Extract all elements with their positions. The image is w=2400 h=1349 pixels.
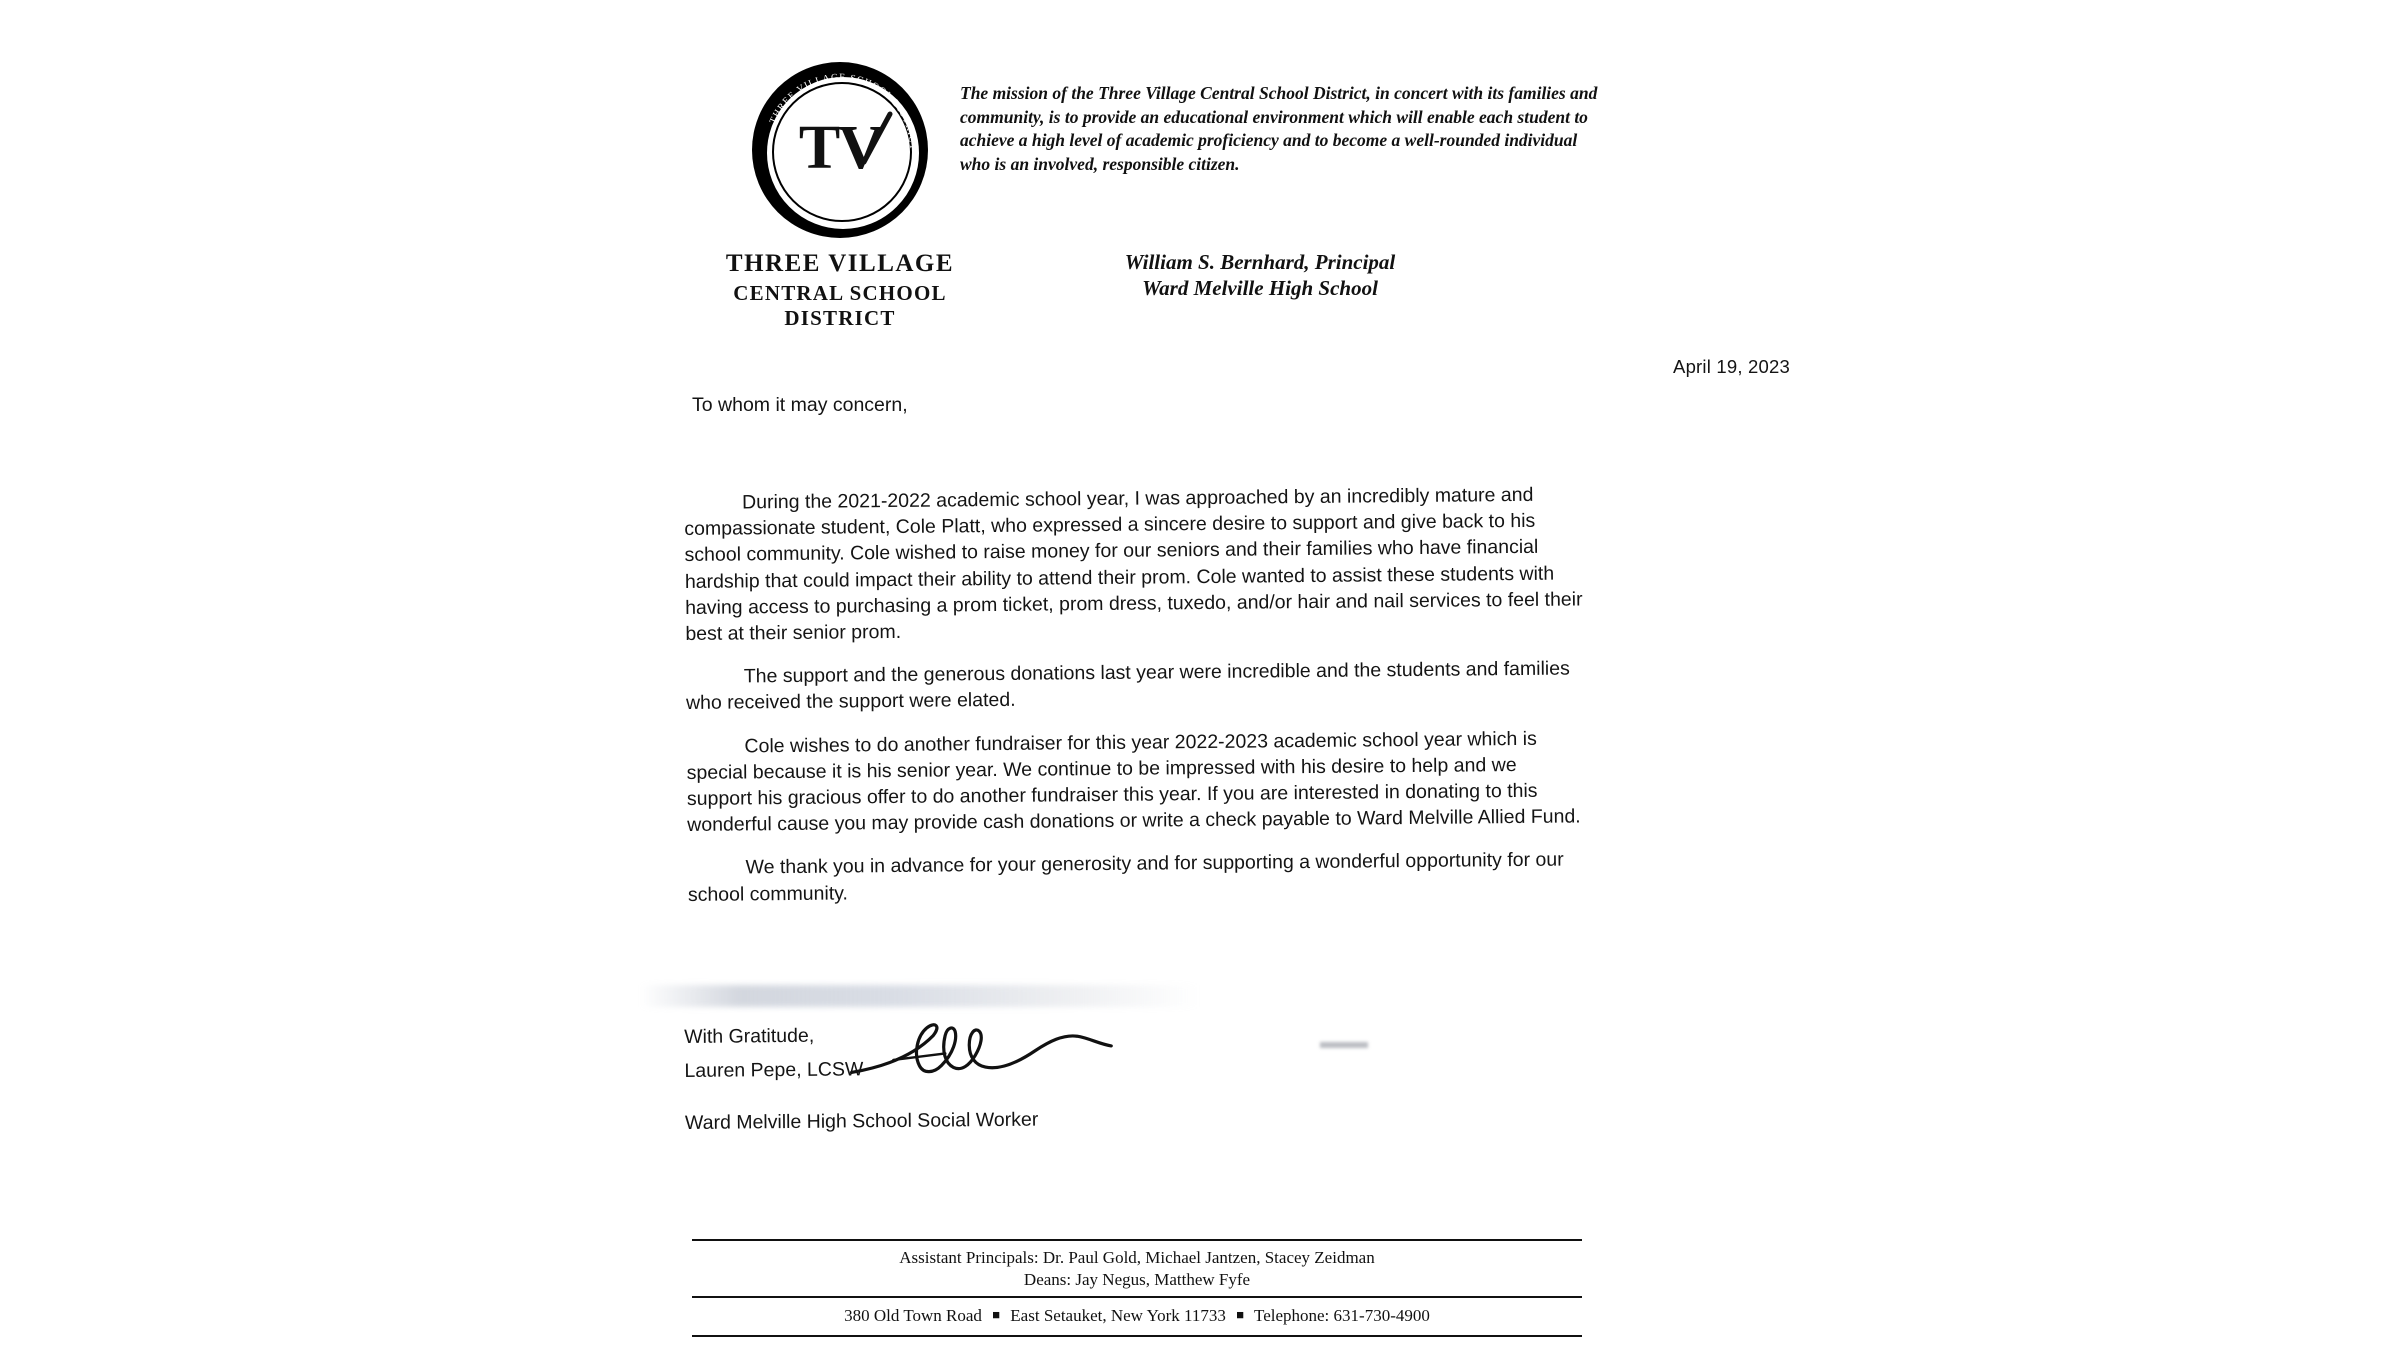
letterhead — [690, 62, 1720, 330]
paragraph: We thank you in advance for your generosity and for supporting a wonderful opportunity for our school community. — [687, 849, 1564, 906]
paragraph: During the 2021-2022 academic school year, I was approached by an incredibly mature and compassionate student, Cole Platt, who expressed a sincere desire to support and give back to his school community. Cole wished to raise money for our seniors and their families who have financial hardship that could impact their ability to attend their prom. Cole wanted to assist these students with having access to purchasing a prom ticket, prom dress, tuxedo, and/or hair and nail services to feel their best at their senior prom. — [684, 483, 1583, 646]
principal-name: William S. Bernhard, Principal — [1124, 250, 1396, 274]
closing-line: With Gratitude, — [684, 1024, 815, 1048]
footer-separator-icon: ■ — [992, 1307, 1001, 1322]
deans: Deans: Jay Negus, Matthew Fyfe — [1023, 1270, 1251, 1289]
district-name-line-2: CENTRAL SCHOOL DISTRICT — [733, 281, 947, 330]
svg-text:THREE VILLAGE SCHOOL DISTRICT: THREE VILLAGE SCHOOL DISTRICT — [768, 72, 918, 152]
city-state-zip: East Setauket, New York 11733 — [1010, 1306, 1226, 1325]
footer — [692, 1239, 1582, 1337]
school-name: Ward Melville High School — [1142, 276, 1378, 300]
footer-staff — [692, 1241, 1582, 1296]
seal-monogram: TV — [798, 114, 882, 182]
paragraph: Cole wishes to do another fundraiser for this year 2022-2023 academic school year which is special because it is his senior year. We continue to be impressed with his desire to help and we support his gracious offer to do another fundraiser this year. If you are interested in donating to this wonderful cause you may provide cash donations or write a check payable to Ward Melville Allied Fund. — [686, 727, 1581, 837]
letter-body — [684, 481, 1588, 924]
salutation: To whom it may concern, — [692, 394, 908, 416]
footer-separator-icon: ■ — [1236, 1307, 1245, 1322]
signer-name-row — [684, 1045, 1584, 1090]
paragraph: The support and the generous donations last year were incredible and the students and families who received the support were elated. — [685, 657, 1570, 715]
assistant-principals: Assistant Principals: Dr. Paul Gold, Michael Jantzen, Stacey Zeidman — [899, 1248, 1375, 1267]
scan-smudge — [640, 985, 1200, 1007]
footer-address — [692, 1298, 1582, 1326]
mission-statement: The mission of the Three Village Central School District, in concert with its families and community, is to provide an educational environment which will enable each student to achieve a high level of academic proficiency and to become a well-rounded individual who is an involved, responsible citizen. — [960, 83, 1598, 174]
seal-checkmark-icon — [848, 110, 894, 172]
school-district-seal-icon — [752, 62, 928, 238]
footer-rule-bottom — [692, 1335, 1582, 1337]
letter-date: April 19, 2023 — [1673, 356, 1790, 377]
signature-block — [684, 1011, 1585, 1135]
principal-block — [960, 249, 1560, 301]
district-logo-block — [690, 62, 990, 331]
signer-name: Lauren Pepe, LCSW — [684, 1058, 864, 1082]
signer-title: Ward Melville High School Social Worker — [684, 1108, 1039, 1134]
street-address: 380 Old Town Road — [844, 1306, 982, 1325]
telephone: Telephone: 631-730-4900 — [1254, 1306, 1430, 1325]
district-name-line-1: THREE VILLAGE — [725, 250, 955, 277]
